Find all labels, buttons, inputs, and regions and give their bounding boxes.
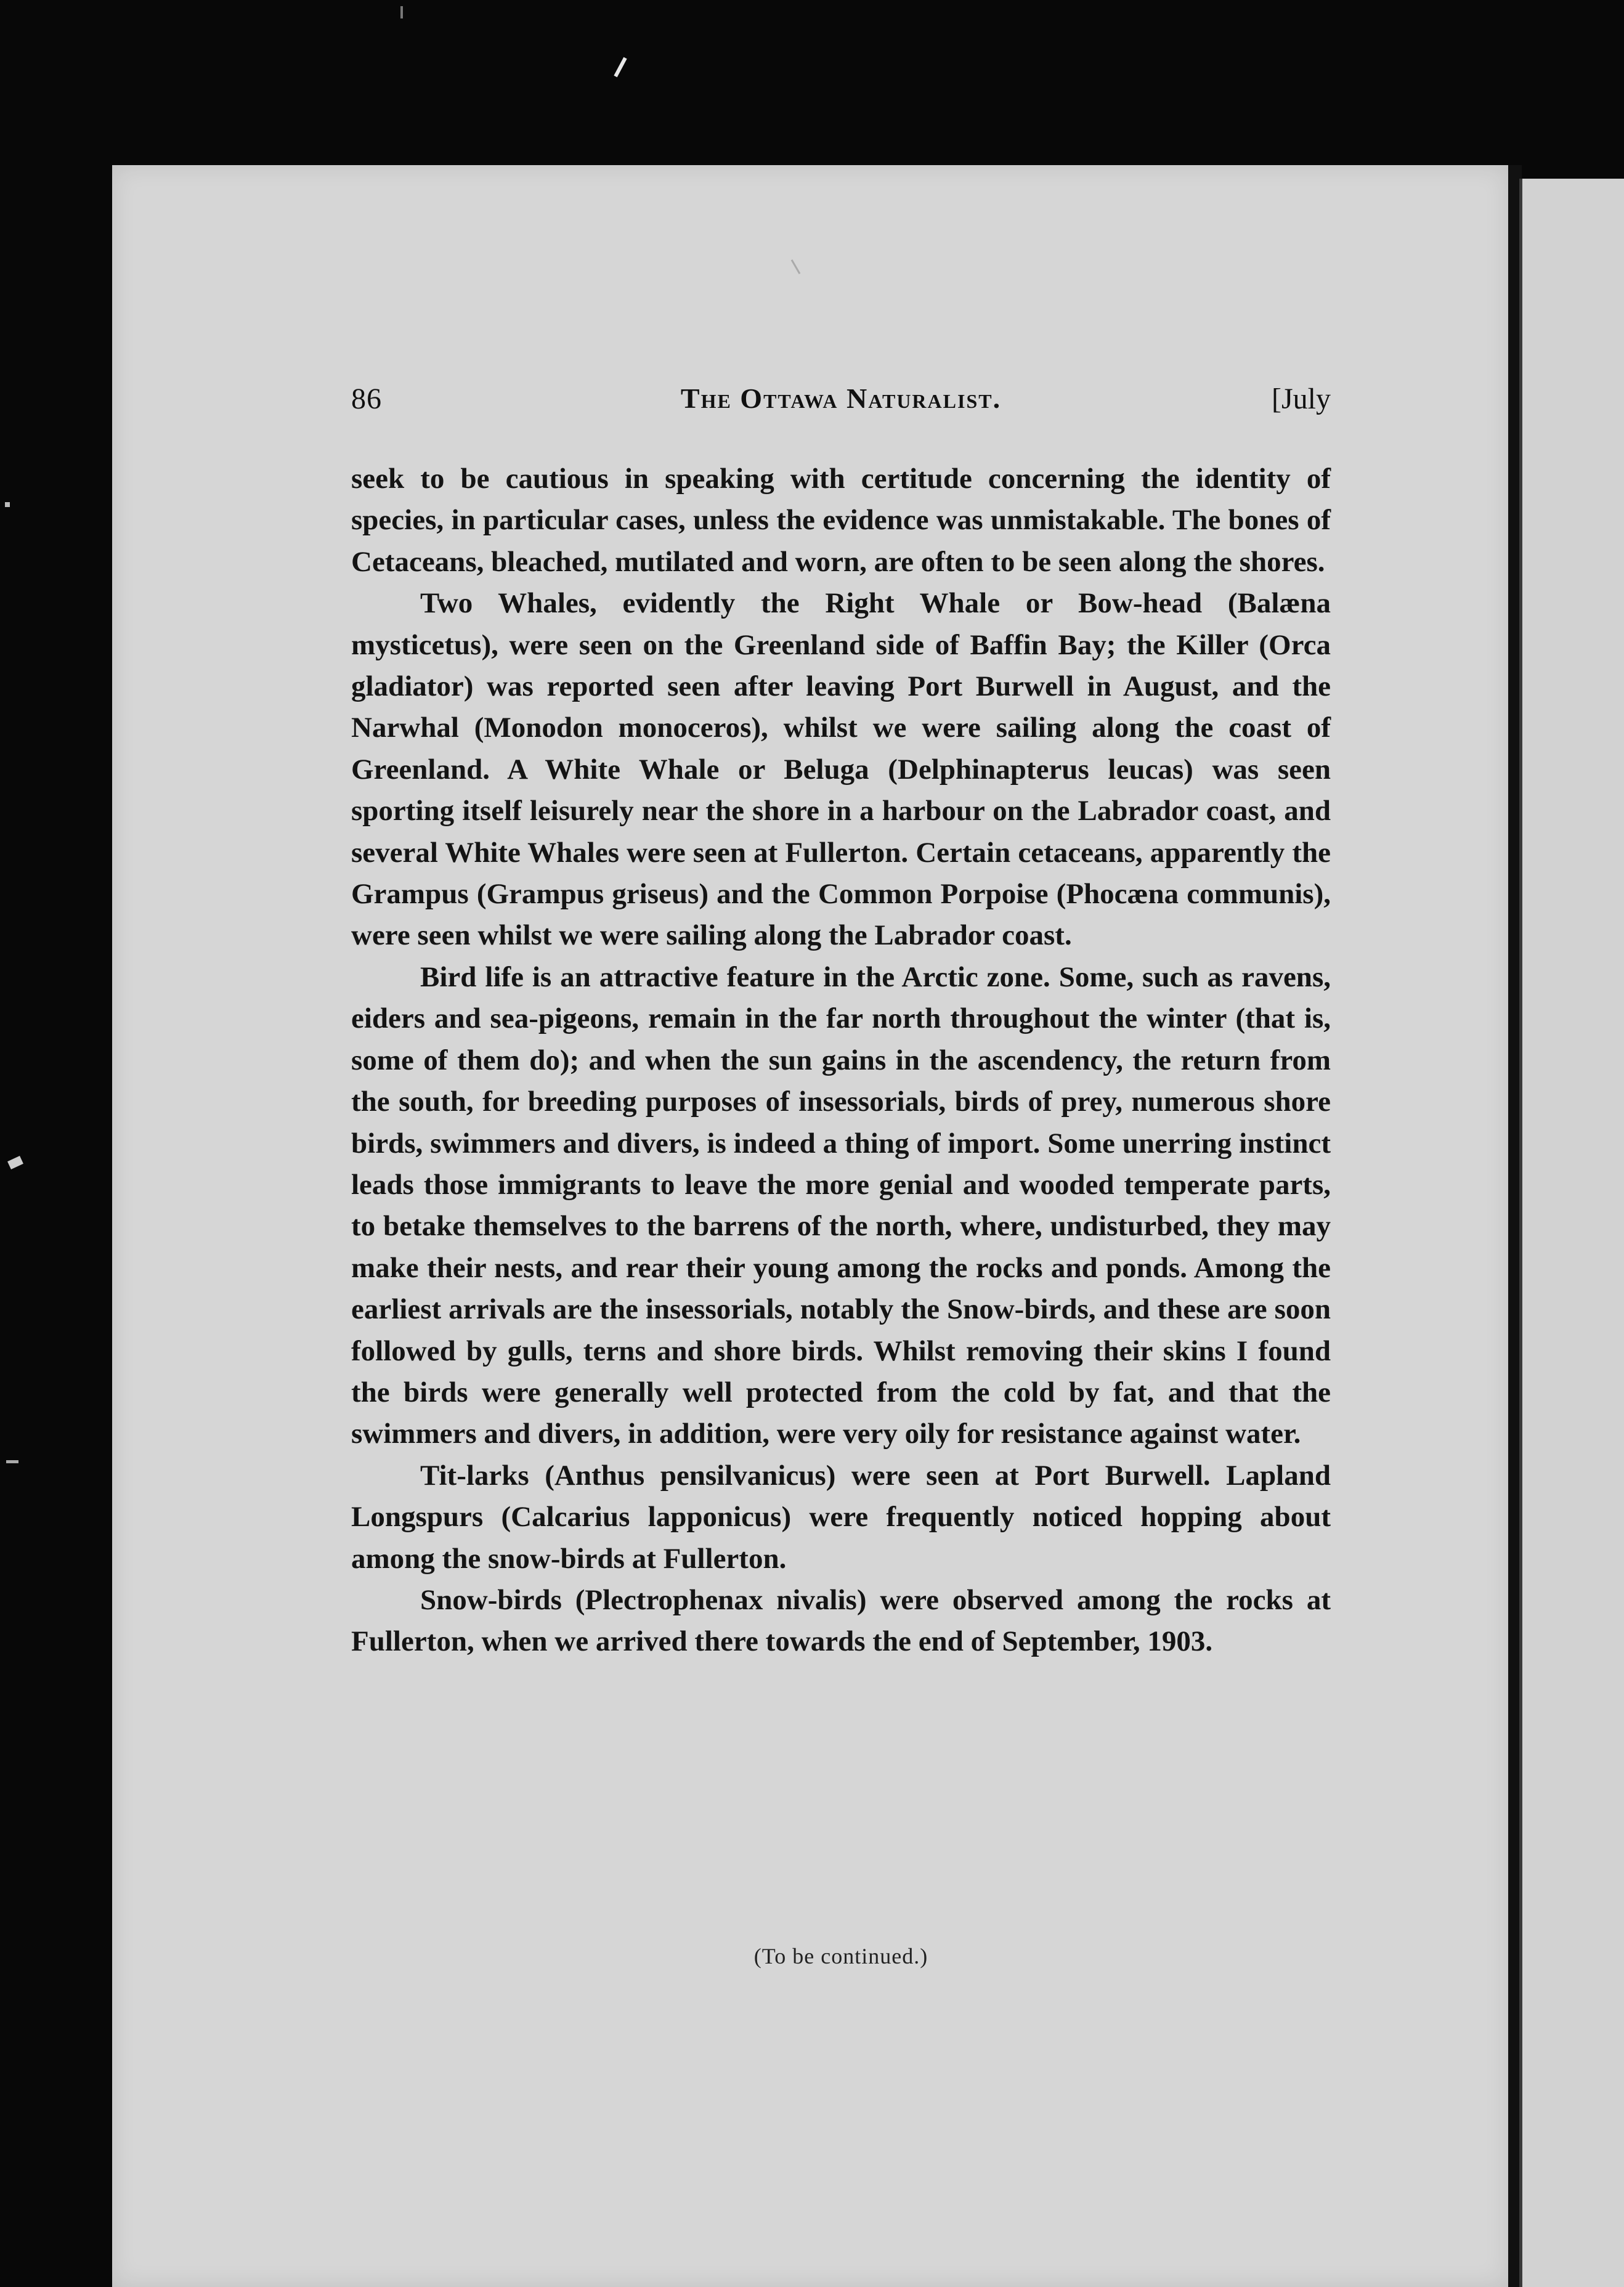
scan-artifact: [5, 502, 10, 507]
running-title: The Ottawa Naturalist.: [680, 383, 1002, 414]
body-text: [351, 458, 1331, 1663]
scan-artifact: [614, 57, 627, 78]
adjacent-page-border: [1519, 179, 1522, 2287]
paragraph: Snow-birds (Plectrophenax nivalis) were observed among the rocks at Fullerton, when we arrived there towards the end of September, 1903.: [351, 1583, 1331, 1658]
adjacent-page-edge: [1522, 179, 1624, 2287]
page-header: [351, 382, 1331, 431]
scan-artifact: [6, 1460, 18, 1463]
paragraph: Two Whales, evidently the Right Whale or Bow-head (Balæna mysticetus), were seen on the Greenland side of Baffin Bay; the Killer (Orca gladiator) was reported seen after leaving Port Burwell in August, and the Narwhal (Monodon monoceros), whilst we were sailing along the coast of Greenland. A White Whale or Beluga (Delphinapterus leucas) was seen sporting itself leisurely near the shore in a harbour on the Labrador coast, and several White Whales were seen at Fullerton. Certain cetaceans, apparently the Grampus (Grampus griseus) and the Common Porpoise (Phocæna communis), were seen whilst we were sailing along the Labrador coast.: [351, 587, 1331, 952]
continued-note: (To be continued.): [753, 1944, 928, 1968]
paragraph: seek to be cautious in speaking with certitude concerning the identity of species, in particular cases, unless the evidence was unmistakable. The bones of Cetaceans, bleached, mutilated and worn, are often to be seen along the shores.: [351, 463, 1331, 578]
scan-artifact: [7, 1156, 23, 1169]
paragraph: Bird life is an attractive feature in the Arctic zone. Some, such as ravens, eiders and sea-pigeons, remain in the far north throughout the winter (that is, some of them do); and when the sun gains in the ascendency, the return from the south, for breeding purposes of insessorials, birds of prey, numerous shore birds, swimmers and divers, is indeed a thing of import. Some unerring instinct leads those immigrants to leave the more genial and wooded temperate parts, to betake themselves to the barrens of the north, where, undisturbed, they may make their nests, and rear their young among the rocks and ponds. Among the earliest arrivals are the insessorials, notably the Snow-birds, and these are soon followed by gulls, terns and shore birds. Whilst removing their skins I found the birds were generally well protected from the cold by fat, and that the swimmers and divers, in addition, were very oily for resistance against water.: [351, 961, 1331, 1450]
issue-month: [July: [1272, 383, 1331, 415]
page-number: 86: [351, 383, 382, 415]
scan-artifact: [400, 6, 403, 18]
paragraph: Tit-larks (Anthus pensilvanicus) were seen at Port Burwell. Lapland Longspurs (Calcarius lapponicus) were frequently noticed hopping about among the snow-birds at Fullerton.: [351, 1459, 1331, 1575]
